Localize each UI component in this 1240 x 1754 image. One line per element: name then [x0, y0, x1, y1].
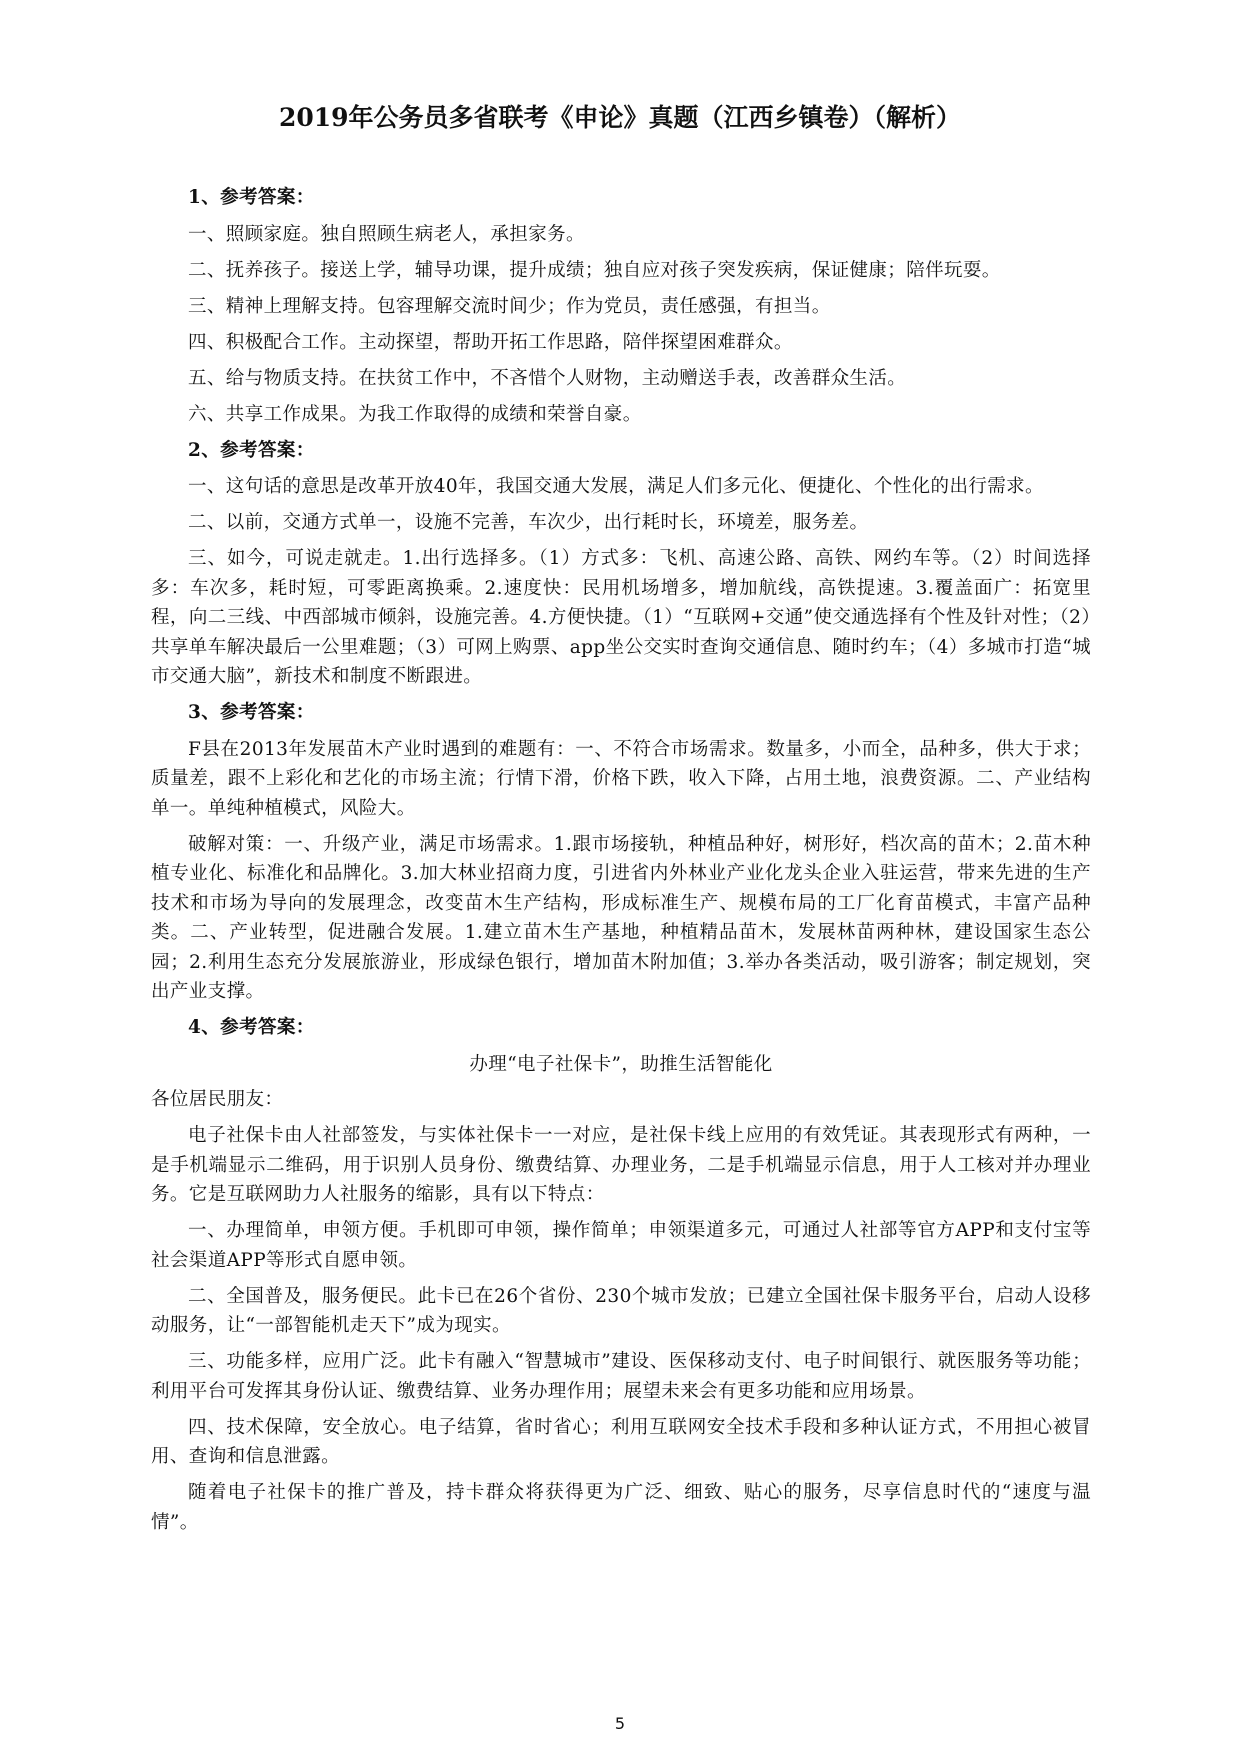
answer-section-1	[151, 183, 1091, 429]
answer-paragraph: 三、精神上理解支持。包容理解交流时间少；作为党员，责任感强，有担当。	[188, 295, 831, 317]
answer-heading: 2、参考答案：	[188, 439, 315, 461]
answer-paragraph: 随着电子社保卡的推广普及，持卡群众将获得更为广泛、细致、贴心的服务，尽享信息时代的“速度与温情”。	[151, 1482, 1091, 1533]
letter-salutation: 各位居民朋友：	[151, 1089, 284, 1110]
document-content	[151, 183, 1091, 1544]
answer-paragraph: 一、办理简单，申领方便。手机即可申领，操作简单；申领渠道多元，可通过人社部等官方APP和支付宝等社会渠道APP等形式自愿申领。	[151, 1220, 1091, 1271]
letter-subtitle: 办理“电子社保卡”，助推生活智能化	[469, 1053, 773, 1075]
answer-paragraph: 一、这句话的意思是改革开放40年，我国交通大发展，满足人们多元化、便捷化、个性化的出行需求。	[188, 476, 1044, 497]
answer-paragraph: 五、给与物质支持。在扶贫工作中，不吝惜个人财物，主动赠送手表，改善群众生活。	[188, 367, 907, 389]
answer-paragraph: 破解对策：一、升级产业，满足市场需求。1.跟市场接轨，种植品种好，树形好，档次高的苗木；2.苗木种植专业化、标准化和品牌化。3.加大林业招商力度，引进省内外林业产业化龙头企业入驻运营，带来先进的生产技术和市场为导向的发展理念，改变苗木生产结构，形成标准生产、规模布局的工厂化育苗模式，丰富产品种类。二、产业转型，促进融合发展。1.建立苗木生产基地，种植精品苗木，发展林苗两种林，建设国家生态公园；2.利用生态充分发展旅游业，形成绿色银行，增加苗木附加值；3.举办各类活动，吸引游客；制定规划，突出产业支撑。	[151, 833, 1091, 1002]
answer-paragraph: F县在2013年发展苗木产业时遇到的难题有：一、不符合市场需求。数量多，小而全，品种多，供大于求；质量差，跟不上彩化和艺化的市场主流；行情下滑，价格下跌，收入下降，占用土地，浪费资源。二、产业结构单一。单纯种植模式，风险大。	[151, 738, 1091, 819]
answer-paragraph: 一、照顾家庭。独自照顾生病老人，承担家务。	[188, 223, 585, 245]
answer-paragraph: 电子社保卡由人社部签发，与实体社保卡一一对应，是社保卡线上应用的有效凭证。其表现形式有两种，一是手机端显示二维码，用于识别人员身份、缴费结算、办理业务，二是手机端显示信息，用于人工核对并办理业务。它是互联网助力人社服务的缩影，具有以下特点：	[151, 1125, 1091, 1205]
answer-section-3	[151, 698, 1091, 1007]
answer-section-2	[151, 436, 1091, 692]
page-number: 5	[614, 1714, 626, 1733]
answer-paragraph: 三、功能多样，应用广泛。此卡有融入“智慧城市”建设、医保移动支付、电子时间银行、就医服务等功能；利用平台可发挥其身份认证、缴费结算、业务办理作用；展望未来会有更多功能和应用场景。	[151, 1351, 1091, 1402]
answer-paragraph: 三、如今，可说走就走。1.出行选择多。（1）方式多：飞机、高速公路、高铁、网约车等。（2）时间选择多：车次多，耗时短，可零距离换乘。2.速度快：民用机场增多，增加航线，高铁提速。3.覆盖面广：拓宽里程，向二三线、中西部城市倾斜，设施完善。4.方便快捷。（1）“互联网+交通”使交通选择有个性及针对性；（2）共享单车解决最后一公里难题；（3）可网上购票、app坐公交实时查询交通信息、随时约车；（4）多城市打造“城市交通大脑”，新技术和制度不断跟进。	[151, 548, 1091, 687]
answer-paragraph: 四、积极配合工作。主动探望，帮助开拓工作思路，陪伴探望困难群众。	[188, 331, 793, 353]
answer-heading: 1、参考答案：	[188, 187, 315, 208]
answer-heading: 4、参考答案：	[188, 1017, 315, 1038]
answer-paragraph: 二、以前，交通方式单一，设施不完善，车次少，出行耗时长，环境差，服务差。	[188, 512, 869, 533]
document-title: 2019年公务员多省联考《申论》真题（江西乡镇卷）（解析）	[278, 103, 962, 132]
answer-paragraph: 二、全国普及，服务便民。此卡已在26个省份、230个城市发放；已建立全国社保卡服务平台，启动人设移动服务，让“一部智能机走天下”成为现实。	[151, 1285, 1091, 1336]
answer-paragraph: 四、技术保障，安全放心。电子结算，省时省心；利用互联网安全技术手段和多种认证方式，不用担心被冒用、查询和信息泄露。	[151, 1416, 1091, 1467]
answer-section-4	[151, 1013, 1091, 1537]
answer-paragraph: 六、共享工作成果。为我工作取得的成绩和荣誉自豪。	[188, 403, 642, 425]
answer-heading: 3、参考答案：	[188, 702, 315, 723]
answer-paragraph: 二、抚养孩子。接送上学，辅导功课，提升成绩；独自应对孩子突发疾病，保证健康；陪伴玩耍。	[188, 259, 1001, 281]
